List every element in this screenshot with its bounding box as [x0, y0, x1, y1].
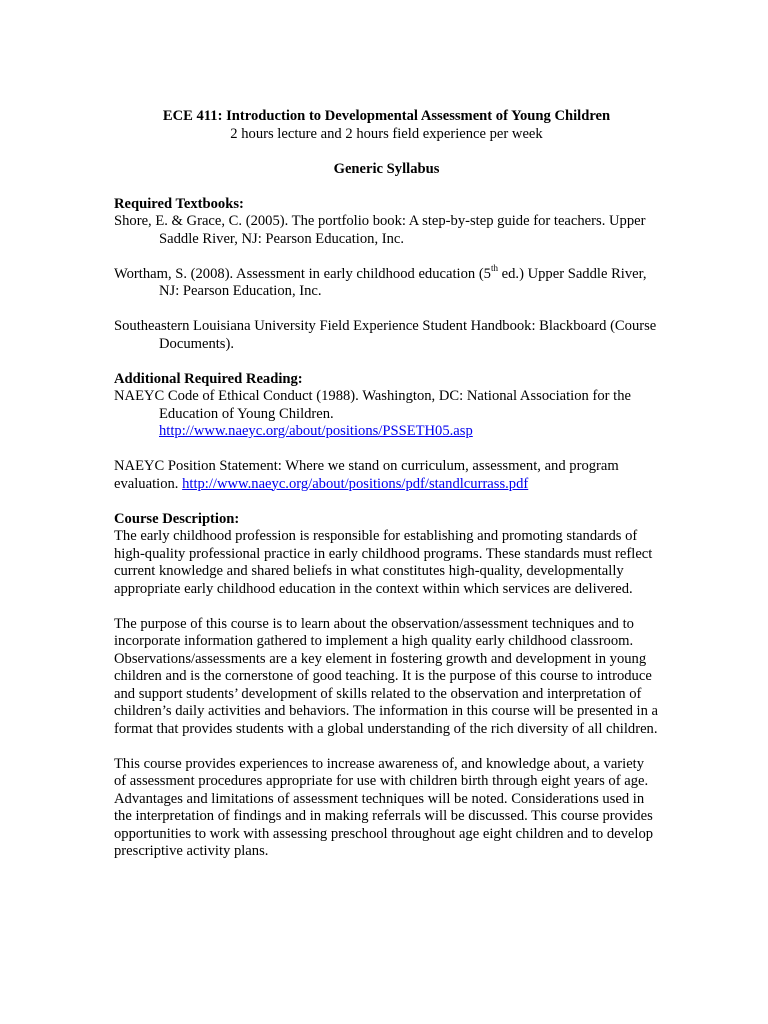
- course-hours: 2 hours lecture and 2 hours field experience per week: [230, 125, 543, 142]
- description-paragraph-1: The early childhood profession is responsible for establishing and promoting standards of high-quality professional practice in early childhood programs. These standards must reflect current knowledge and shared beliefs in what constitutes high-quality, developmentally appropriate early childhood education in the context within which services are delivered.: [114, 528, 653, 597]
- course-title: ECE 411: Introduction to Developmental Assessment of Young Children: [162, 108, 611, 124]
- syllabus-label: Generic Syllabus: [333, 160, 440, 177]
- wortham-edition-sup: th: [490, 262, 498, 273]
- naeyc-position-statement: [114, 458, 659, 493]
- document-body: [114, 108, 659, 861]
- additional-reading-heading: Additional Required Reading:: [114, 370, 303, 387]
- naeyc-code-link[interactable]: http://www.naeyc.org/about/positions/PSSETH05.asp: [159, 423, 473, 439]
- description-paragraph-2: The purpose of this course is to learn about the observation/assessment techniques and to incorporate information gathered to implement a high quality early childhood classroom. Observations/assessments are a key element in fostering growth and development in young children and is the cornerstone of good teaching. It is the purpose of this course to introduce and support students’ development of skills related to the observation and interpretation of children’s daily activities and behaviors. The information in this course will be presented in a format that provides students with a global understanding of the rich diversity of all children.: [114, 615, 659, 737]
- description-paragraph-3: This course provides experiences to increase awareness of, and knowledge about, a variety of assessment procedures appropriate for use with children birth through eight years of age. Advantages and limitations of assessment techniques will be noted. Considerations used in the interpretation of findings and in making referrals will be discussed. This course provides opportunities to work with assessing preschool throughout age eight children and to develop prescriptive activity plans.: [114, 755, 654, 859]
- naeyc-code: [114, 388, 659, 441]
- position-text: NAEYC Position Statement: Where we stand on curriculum, assessment, and program evaluation.: [114, 458, 619, 492]
- textbook-shore: Shore, E. & Grace, C. (2005). The portfolio book: A step-by-step guide for teachers. Upper Saddle River, NJ: Pearson Education, Inc.: [114, 213, 646, 247]
- textbook-wortham: [114, 262, 659, 301]
- textbooks-heading: Required Textbooks:: [114, 195, 244, 212]
- position-statement-link[interactable]: http://www.naeyc.org/about/positions/pdf/standlcurrass.pdf: [182, 475, 529, 492]
- course-description-heading: Course Description:: [114, 510, 240, 527]
- wortham-text-rest: ed.) Upper Saddle River, NJ: Pearson Education, Inc.: [159, 265, 647, 299]
- wortham-text: Wortham, S. (2008). Assessment in early childhood education (5: [114, 265, 491, 282]
- naeyc-code-text: NAEYC Code of Ethical Conduct (1988). Washington, DC: National Association for the Education of Young Children.: [114, 388, 631, 422]
- field-handbook: Southeastern Louisiana University Field Experience Student Handbook: Blackboard (Course Documents).: [114, 318, 657, 352]
